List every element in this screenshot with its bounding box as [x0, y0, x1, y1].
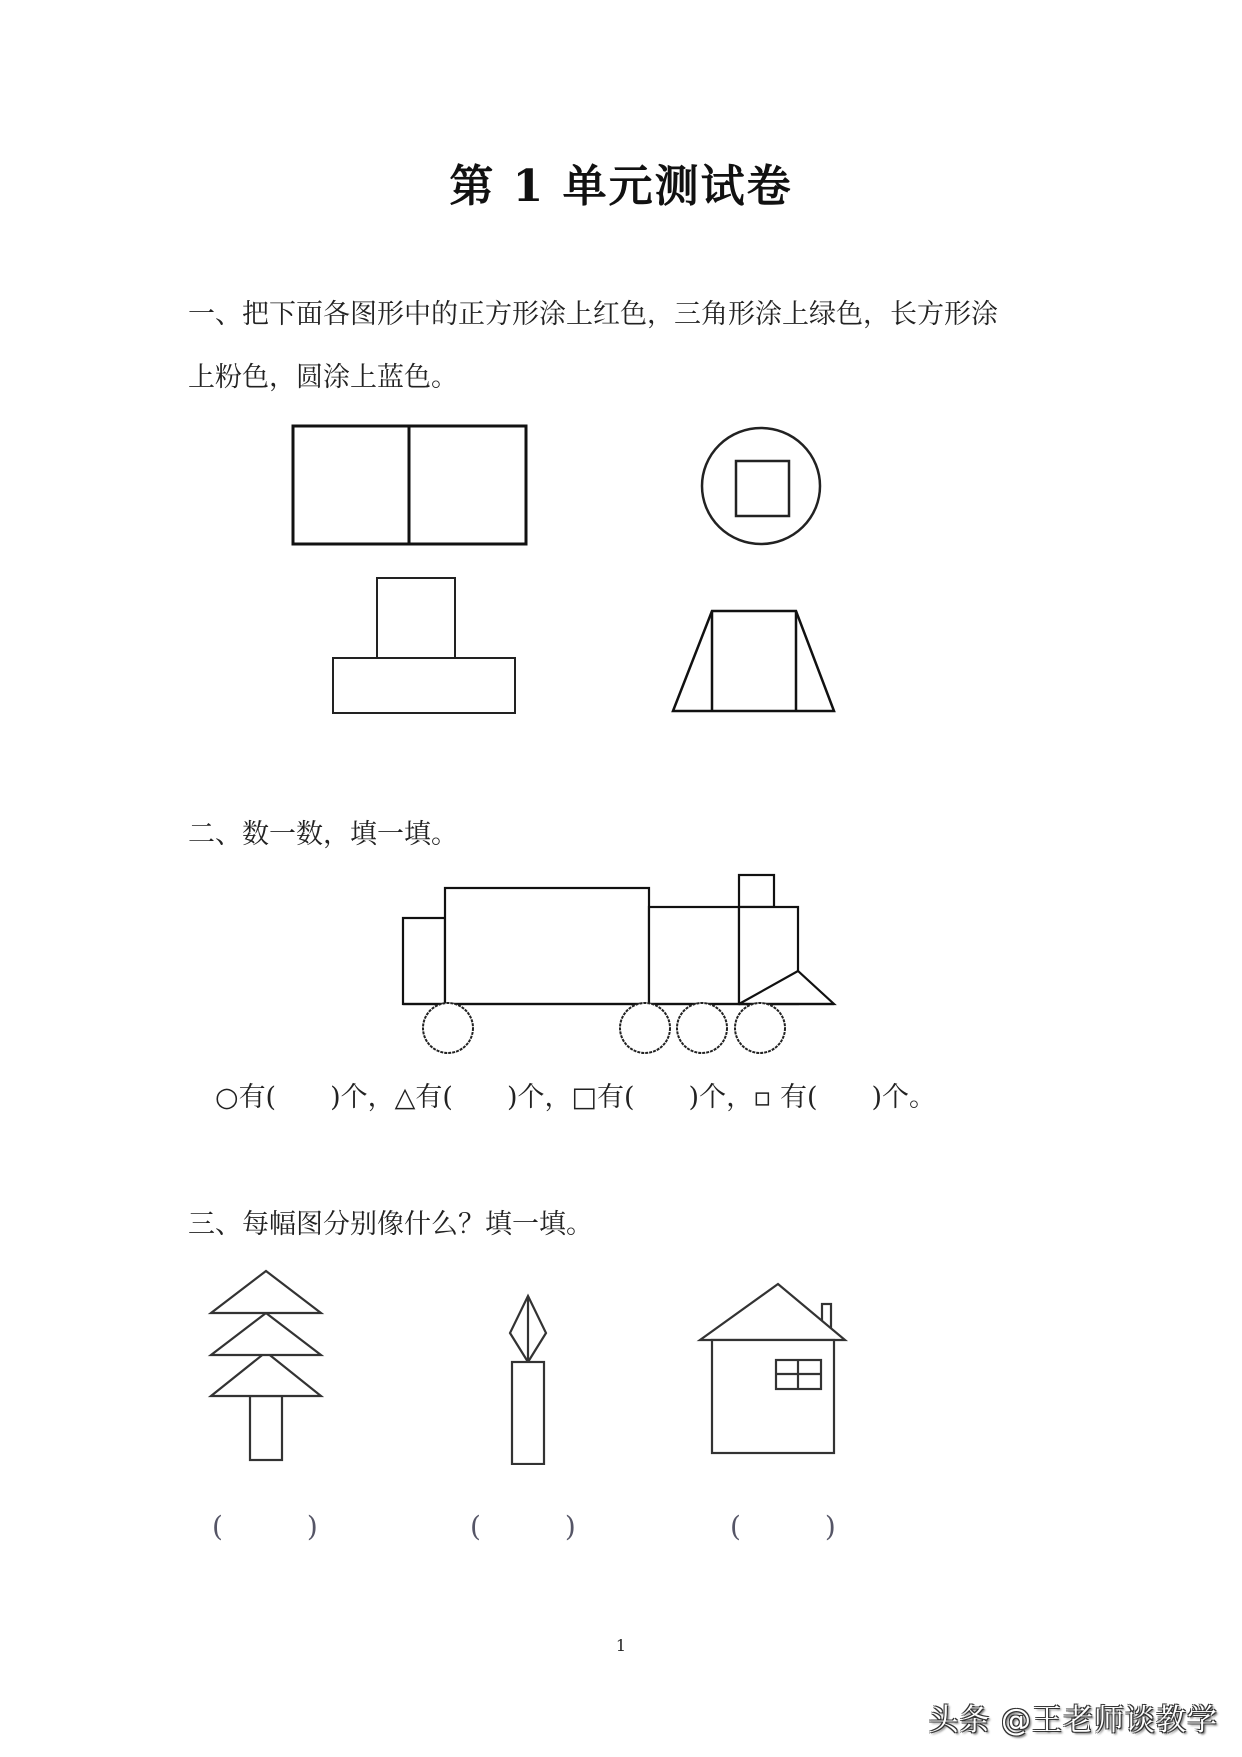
question-3-heading: 三、每幅图分别像什么？填一填。 — [188, 1209, 593, 1240]
figure-two-squares — [285, 420, 535, 550]
page-number: 1 — [615, 1636, 627, 1655]
figure-stacked-rectangles — [320, 575, 520, 720]
question-2-answer-line — [215, 1075, 936, 1114]
question-1-line-2: 上粉色，圆涂上蓝色。 — [188, 362, 458, 393]
triangle-count-blank[interactable]: △有( )个， — [394, 1082, 572, 1113]
square-count-blank[interactable]: □有( )个， — [571, 1082, 754, 1113]
figure-train — [385, 860, 845, 1060]
figure-house — [695, 1280, 855, 1465]
answer-blank-candle[interactable]: ( ) — [470, 1510, 576, 1543]
figure-candle — [490, 1290, 560, 1465]
figure-trapezoid — [665, 605, 865, 720]
rectangle-count-blank[interactable]: ▫ 有( )个。 — [753, 1082, 937, 1113]
page-title: 第 1 单元测试卷 — [449, 161, 793, 212]
figure-circle-with-square — [700, 420, 840, 550]
circle-count-blank[interactable]: ○有( )个， — [215, 1082, 395, 1113]
question-2-heading: 二、数一数，填一填。 — [188, 819, 458, 850]
figure-tree — [205, 1265, 325, 1465]
watermark: 头条 @王老师谈教学 — [928, 1703, 1218, 1738]
answer-blank-house[interactable]: ( ) — [730, 1510, 836, 1543]
answer-blank-tree[interactable]: ( ) — [212, 1510, 318, 1543]
question-1-line-1: 一、把下面各图形中的正方形涂上红色，三角形涂上绿色，长方形涂 — [188, 299, 998, 330]
